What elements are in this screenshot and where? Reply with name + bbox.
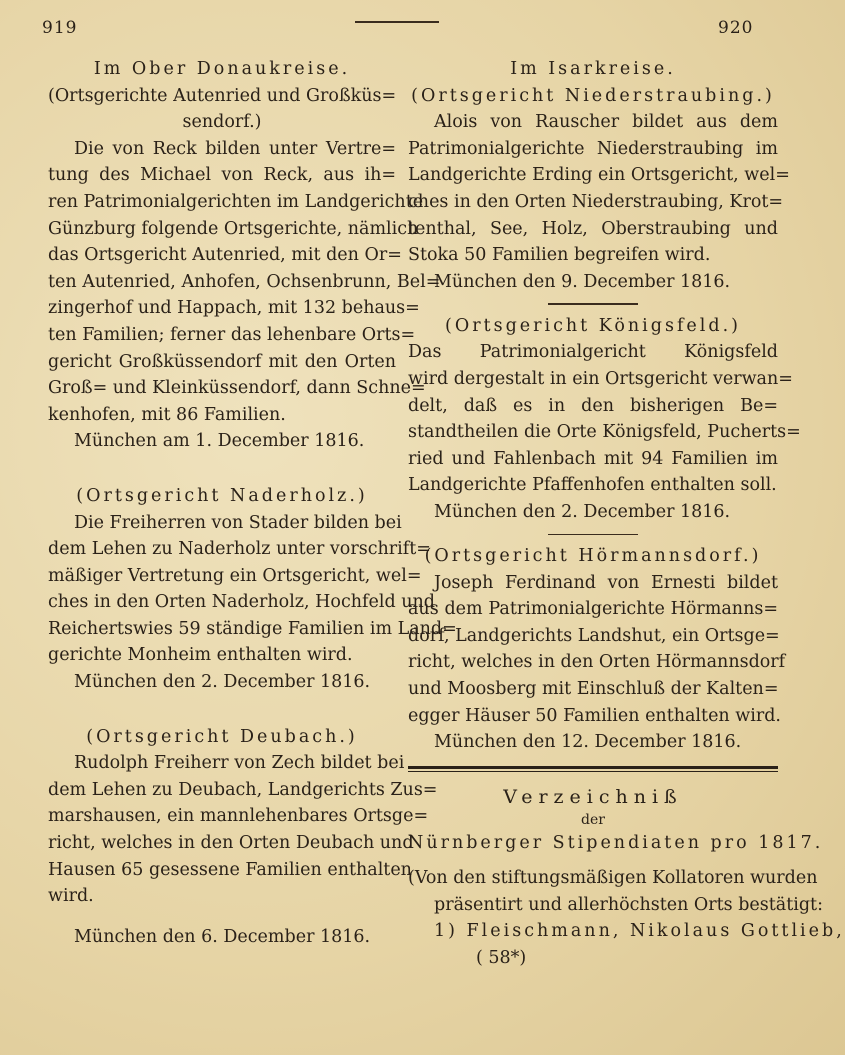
text-line: tung des Michael von Reck, aus ih= bbox=[48, 165, 396, 186]
date-line: München am 1. December 1816. bbox=[74, 431, 365, 452]
section-heading: (Ortsgericht Naderholz.) bbox=[76, 485, 368, 506]
text-line: Günzburg folgende Ortsgerichte, nämlich bbox=[48, 218, 419, 239]
section-koenigsfeld bbox=[408, 313, 801, 526]
text-line: Die Freiherren von Stader bilden bei bbox=[74, 512, 402, 533]
text-line: tenthal, See, Holz, Oberstraubing und bbox=[408, 218, 778, 239]
text-line: Reichertswies 59 ständige Familien im Land= bbox=[48, 618, 457, 639]
text-line: richt, welches in den Orten Deubach und bbox=[48, 833, 414, 854]
section-heading: Im Isarkreise. bbox=[510, 59, 676, 79]
section-oberdonaukreis bbox=[48, 56, 441, 455]
text-line: Patrimonialgerichte Niederstraubing im bbox=[408, 138, 778, 159]
text-line: wird. bbox=[48, 886, 94, 907]
text-line: kenhofen, mit 86 Familien. bbox=[48, 404, 286, 425]
text-line: richt, welches in den Orten Hörmannsdorf bbox=[408, 652, 786, 673]
section-heading: (Ortsgericht Königsfeld.) bbox=[445, 315, 741, 336]
date-line: München den 2. December 1816. bbox=[434, 502, 731, 522]
date-line: München den 9. December 1816. bbox=[434, 271, 731, 292]
signature-mark: ( 58*) bbox=[476, 947, 527, 968]
text-line: Hausen 65 gesessene Familien enthalten bbox=[48, 859, 412, 880]
section-heading: Verzeichniß bbox=[503, 785, 683, 808]
section-isarkreis bbox=[408, 56, 790, 295]
text-line: Das Patrimonialgericht Königsfeld bbox=[408, 342, 778, 363]
text-line: das Ortsgericht Autenried, mit den Or= bbox=[48, 245, 402, 266]
text-line: Rudolph Freiherr von Zech bildet bei bbox=[74, 753, 405, 774]
text-line: gerichte Monheim enthalten wird. bbox=[48, 645, 353, 666]
text-line: ten Autenried, Anhofen, Ochsenbrunn, Bel= bbox=[48, 271, 441, 292]
text-line: Stoka 50 Familien begreifen wird. bbox=[408, 245, 711, 266]
text-line: zingerhof und Happach, mit 132 behaus= bbox=[48, 298, 420, 319]
section-deubach bbox=[48, 724, 438, 951]
text-line: Die von Reck bilden unter Vertre= bbox=[74, 138, 396, 159]
right-column bbox=[408, 56, 845, 971]
text-line: gericht Großküssendorf mit den Orten bbox=[48, 351, 396, 372]
text-line: und Moosberg mit Einschluß der Kalten= bbox=[408, 679, 779, 700]
text-line: Landgerichte Erding ein Ortsgericht, wel= bbox=[408, 165, 790, 186]
section-connector: der bbox=[581, 812, 605, 829]
text-line: mäßiger Vertretung ein Ortsgericht, wel= bbox=[48, 565, 422, 586]
text-line: aus dem Patrimonialgerichte Hörmanns= bbox=[408, 599, 778, 620]
left-column bbox=[48, 56, 457, 950]
double-rule-divider bbox=[408, 766, 778, 772]
text-line: standtheilen die Orte Königsfeld, Pucherts= bbox=[408, 422, 801, 443]
text-line: ten Familien; ferner das lehenbare Orts= bbox=[48, 324, 416, 345]
text-line: Groß= und Kleinküssendorf, dann Schne= bbox=[48, 378, 426, 399]
text-line: marshausen, ein mannlehenbares Ortsge= bbox=[48, 806, 429, 827]
text-line: dorf, Landgerichts Landshut, ein Ortsge= bbox=[408, 625, 780, 646]
section-naderholz bbox=[48, 483, 457, 696]
page-number-left: 919 bbox=[42, 18, 78, 38]
section-heading: Im Ober Donaukreise. bbox=[93, 59, 351, 79]
text-line: ches in den Orten Naderholz, Hochfeld und bbox=[48, 592, 435, 613]
text-line: dem Lehen zu Deubach, Landgerichts Zus= bbox=[48, 779, 438, 800]
text-line: delt, daß es in den bisherigen Be= bbox=[408, 395, 778, 416]
section-divider bbox=[548, 534, 638, 536]
note-line: präsentirt und allerhöchsten Orts bestätigt: bbox=[434, 894, 823, 915]
top-rule bbox=[355, 21, 439, 23]
section-subtitle: Nürnberger Stipendiaten pro 1817. bbox=[408, 833, 824, 854]
text-line: Landgerichte Pfaffenhofen enthalten soll. bbox=[408, 475, 777, 496]
note-line: (Von den stiftungsmäßigen Kollatoren wurden bbox=[408, 868, 818, 889]
section-subheading: (Ortsgericht Niederstraubing.) bbox=[411, 85, 775, 106]
section-heading: (Ortsgericht Hörmannsdorf.) bbox=[424, 546, 762, 567]
text-line: wird dergestalt in ein Ortsgericht verwan= bbox=[408, 369, 793, 390]
list-item: 1) Fleischmann, Nikolaus Gottlieb, bbox=[434, 921, 845, 942]
date-line: München den 2. December 1816. bbox=[74, 672, 371, 693]
page-number-right: 920 bbox=[718, 18, 754, 38]
text-line: Joseph Ferdinand von Ernesti bildet bbox=[434, 572, 778, 593]
section-heading: (Ortsgericht Deubach.) bbox=[86, 726, 358, 747]
section-subheading: (Ortsgerichte Autenried und Großküs= bbox=[48, 85, 397, 106]
text-line: Alois von Rauscher bildet aus dem bbox=[434, 112, 778, 133]
section-hoermannsdorf bbox=[408, 543, 786, 756]
text-line: ried und Fahlenbach mit 94 Familien im bbox=[408, 448, 778, 469]
section-divider bbox=[548, 303, 638, 305]
date-line: München den 6. December 1816. bbox=[74, 926, 371, 947]
date-line: München den 12. December 1816. bbox=[434, 732, 742, 753]
section-subheading: sendorf.) bbox=[182, 112, 262, 133]
section-verzeichnis bbox=[408, 784, 845, 972]
text-line: egger Häuser 50 Familien enthalten wird. bbox=[408, 705, 781, 726]
text-line: ches in den Orten Niederstraubing, Krot= bbox=[408, 191, 784, 212]
text-line: ren Patrimonialgerichten im Landgerichte bbox=[48, 191, 424, 212]
text-line: dem Lehen zu Naderholz unter vorschrift= bbox=[48, 539, 431, 560]
